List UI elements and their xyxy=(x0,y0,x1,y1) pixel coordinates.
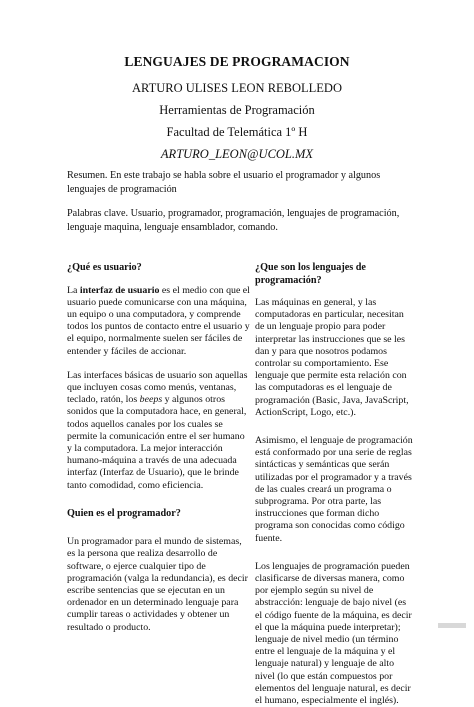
term-interfaz-usuario: interfaz de usuario xyxy=(79,284,160,296)
section-heading-usuario: ¿Qué es usuario? xyxy=(67,262,142,273)
paragraph-asimismo: Asimismo, el lenguaje de programación está conformado por una serie de reglas sintácticas y semánticas que serán utilizadas por el programador y a través de las cuales creará un programa o subprograma. Por otra parte, las instrucciones que forman dicho programa son conocidas como código fuente. xyxy=(255,435,413,544)
paragraph-programador: Un programador para el mundo de sistemas, es la persona que realiza desarrollo de software, o ejerce cualquier tipo de programación (valga la redundancia), es decir escribe sentencias que se ejecutan en un ordenador en un determinado lenguaje para cumplir tareas o actividades y obtener un resultado o producto. xyxy=(67,536,248,633)
paragraph-interfaz-post: es el medio con que el usuario puede comunicarse con una máquina, un equipo o una computadora, y comprende todos los puntos de contacto entre el usuario y el equipo, normalmente suelen ser fáciles de entender y fáciles de accionar. xyxy=(67,284,250,357)
paper-title: LENGUAJES DE PROGRAMACION xyxy=(124,54,350,69)
course-subject: Herramientas de Programación xyxy=(159,103,315,117)
paragraph-interfaces-pre: Las interfaces básicas de usuario son aquellas que incluyen cosas como menús, ventanas, teclado, ratón, los xyxy=(67,369,248,406)
term-beeps: beeps xyxy=(139,394,163,406)
author-name: ARTURO ULISES LEON REBOLLEDO xyxy=(131,81,342,95)
paragraph-interfaces-post: y algunos otros sonidos que la computadora hace, en general, todos aquellos canales por los cuales se permite la comunicación entre el ser humano y la computadora. La mejor interacción humano-máquina a través de una adecuada interfaz (Interfaz de Usuario), que le brinde tanto comodidad, como eficiencia. xyxy=(67,394,247,491)
paragraph-clasificacion: Los lenguajes de programación pueden clasificarse de diversas manera, como por ejemplo según su nivel de abstracción: lenguaje de bajo nivel (es el código fuente de la máquina, es decir el que la máquina puede interpretar); lenguaje de nivel medio (un término entre el lenguaje de la máquina y el lenguaje natural) y lenguaje de alto nivel (lo que están compuestos por elementos del lenguaje natural, es decir el humano, especialmente el inglés). xyxy=(255,560,412,707)
paragraph-interfaces-basicas xyxy=(67,370,251,492)
left-column xyxy=(67,262,251,634)
paragraph-interfaz xyxy=(67,285,251,358)
page-corner-mark xyxy=(438,623,466,628)
section-heading-programador: Quien es el programador? xyxy=(67,507,181,519)
author-email: ARTURO_LEON@UCOL.MX xyxy=(160,147,314,161)
section-heading-lenguajes: ¿Que son los lenguajes de programación? xyxy=(255,262,366,286)
faculty-line: Facultad de Telemática 1º H xyxy=(166,125,308,139)
abstract: Resumen. En este trabajo se habla sobre el usuario el programador y algunos lenguajes de programación xyxy=(67,170,381,195)
keywords: Palabras clave. Usuario, programador, programación, lenguajes de programación, lenguaje maquina, lenguaje ensamblador, comando. xyxy=(67,208,400,233)
paragraph-maquinas: Las máquinas en general, y las computadoras en particular, necesitan de un lenguaje propio para poder interpretar las instrucciones que se les dan y para que nosotros podamos controlar su comportamiento. Ese lenguaje que permite esta relación con las computadoras es el lenguaje de programación (Basic, Java, JavaScript, ActionScript, Logo, etc.). xyxy=(255,297,409,418)
right-column xyxy=(255,262,415,707)
paragraph-interfaz-pre: La xyxy=(67,284,80,296)
